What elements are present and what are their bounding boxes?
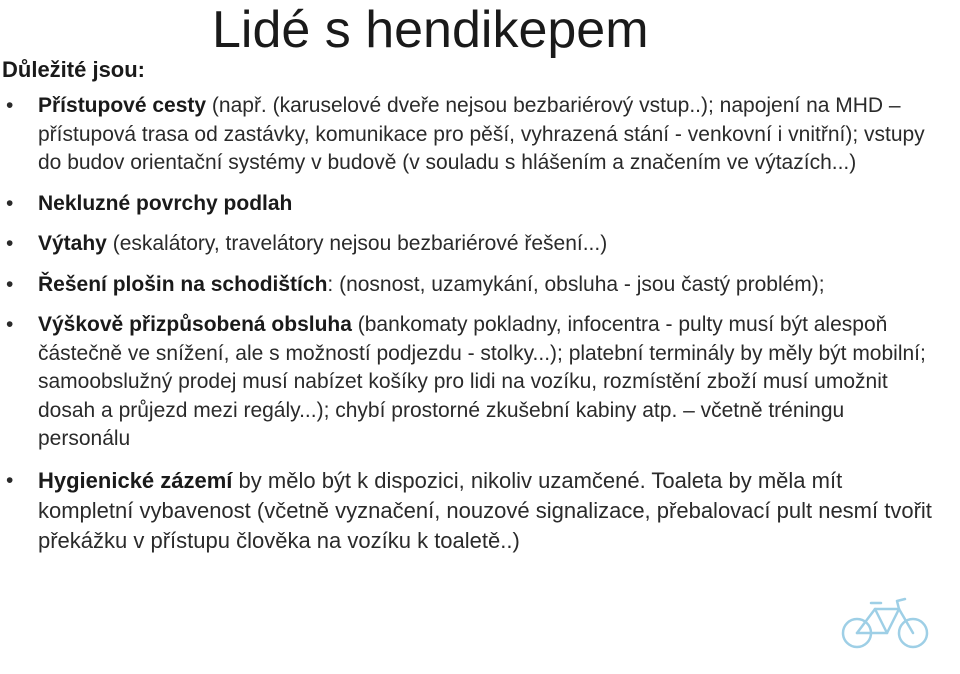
bullet-item-pristupove-cesty (0, 92, 935, 178)
bullet-text: : (nosnost, uzamykání, obsluha - jsou častý problém); (327, 272, 825, 296)
bullet-heading: Výškově přizpůsobená obsluha (38, 313, 352, 336)
bullet-heading: Hygienické zázemí (38, 467, 233, 493)
bullet-text: (např. (karuselové dveře nejsou bezbariérový vstup..); napojení na MHD – přístupová trasa od zastávky, komunikace pro pěší, vyhrazená stání - venkovní i vnitřní); vstupy do budov orientační systémy v budově (v souladu s hlášením a značením ve výtazích...) (38, 94, 925, 174)
bullet-text: (eskalátory, travelátory nejsou bezbariérové řešení...) (106, 232, 608, 255)
bullet-item-plosiny (0, 271, 935, 300)
bicycle-drawing (843, 599, 927, 647)
bicycle-icon (835, 595, 935, 650)
bullet-heading: Přístupové cesty (38, 94, 207, 117)
bullet-heading: Výtahy (38, 232, 107, 255)
bullet-list (0, 92, 935, 568)
bullet-dot: • (6, 468, 14, 492)
bullet-dot: • (6, 313, 14, 336)
bullet-item-vyskove-obsluha (0, 311, 935, 454)
bullet-dot: • (6, 232, 14, 255)
bullet-dot: • (6, 272, 14, 296)
bullet-text: (bankomaty pokladny, infocentra - pulty musí být alespoň částečně ve snížení, ale s možností podjezdu - stolky...); platební terminály by měly být mobilní; samoobslužný prodej musí nabízet košíky pro lidi na vozíku, rozmístění zboží musí umožnit dosah a průjezd mezi regály...); chybí prostorné zkušební kabiny atp. – včetně tréningu personálu (38, 313, 926, 450)
bullet-dot: • (6, 191, 14, 215)
bullet-item-nekluzne-povrchy (0, 190, 935, 219)
bullet-item-vytahy (0, 230, 935, 259)
bullet-heading: Nekluzné povrchy podlah (38, 191, 293, 215)
bullet-dot: • (6, 94, 14, 117)
bullet-heading: Řešení plošin na schodištích (38, 272, 328, 296)
slide-title: Lidé s hendikepem (212, 1, 649, 59)
bullet-item-hygienicke-zazemi (0, 466, 935, 556)
intro-label: Důležité jsou: (2, 57, 146, 82)
bullet-text: by mělo být k dispozici, nikoliv uzamčené. Toaleta by měla mít kompletní vybavenost (včetně vyznačení, nouzové signalizace, přebalovací pult nesmí tvořit překážku v přístupu člověka na vozíku k toaletě..) (38, 467, 932, 553)
